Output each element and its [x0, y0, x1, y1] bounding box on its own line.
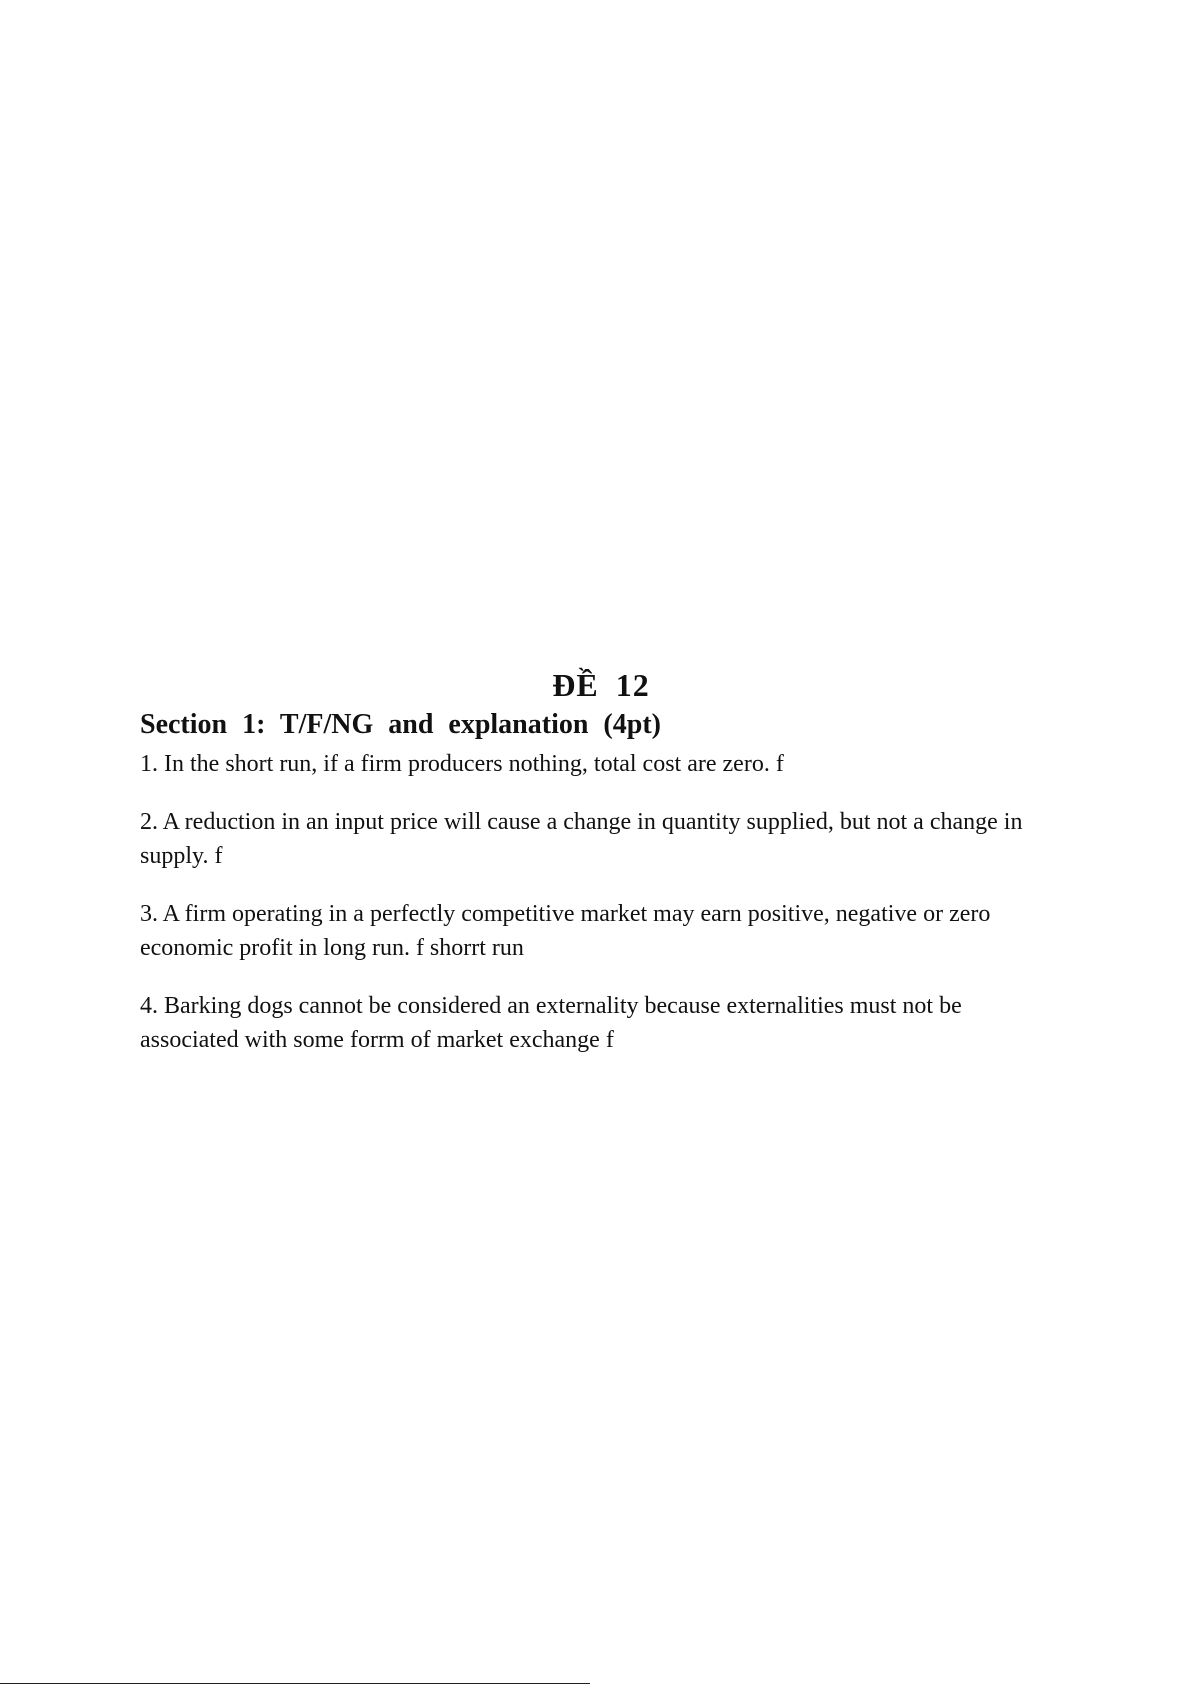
question-1: 1. In the short run, if a firm producers nothing, total cost are zero. f [140, 751, 784, 777]
document-content [140, 664, 1060, 1081]
exam-title: ĐỀ 12 [552, 667, 650, 703]
question-2: 2. A reduction in an input price will cause a change in quantity supplied, but not a change in supply. f [140, 809, 1023, 869]
question-4: 4. Barking dogs cannot be considered an externality because externalities must not be associated with some forrm of market exchange f [140, 993, 962, 1053]
question-3: 3. A firm operating in a perfectly competitive market may earn positive, negative or zero economic profit in long run. f shorrt run [140, 901, 991, 961]
footer-divider [0, 1683, 590, 1684]
question-list [140, 747, 1060, 1057]
section-heading: Section 1: T/F/NG and explanation (4pt) [140, 709, 661, 740]
